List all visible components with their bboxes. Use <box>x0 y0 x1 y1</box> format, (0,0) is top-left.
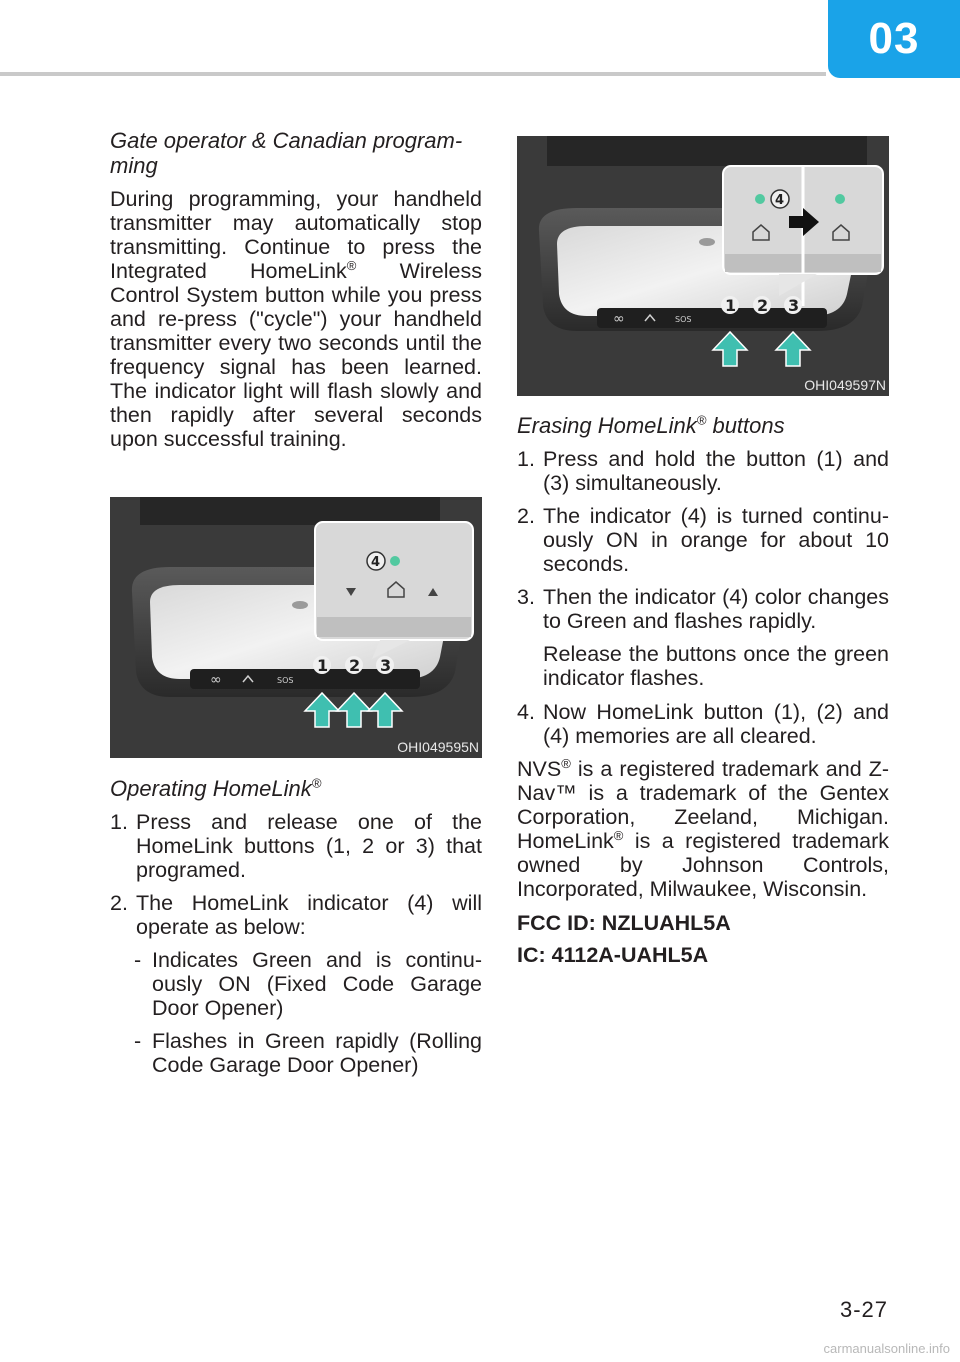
sub-list-item: - Flashes in Green rapidly (Rolling Code Garage Door Opener) <box>134 1029 482 1077</box>
header-rule <box>0 72 826 76</box>
label-4: 4 <box>371 555 381 570</box>
indicator-light-icon <box>390 556 400 566</box>
label-2: 2 <box>757 296 769 315</box>
sos-icon: SOS <box>277 676 294 685</box>
list-item: 2. The HomeLink indicator (4) will operate as below: <box>110 891 482 939</box>
chapter-tab: 03 <box>828 0 960 78</box>
step-note: Release the buttons once the green indicator flashes. <box>543 642 889 690</box>
sub-list-item: - Indicates Green and is continu-ously ON (Fixed Code Garage Door Opener) <box>134 948 482 1020</box>
label-2: 2 <box>349 656 361 675</box>
section-heading-operating: Operating HomeLink® <box>110 775 322 801</box>
list-item: 2. The indicator (4) is turned continu-ously ON in orange for about 10 seconds. <box>517 504 889 576</box>
sos-icon: SOS <box>675 315 692 324</box>
list-item: 3. Then the indicator (4) color changes to Green and flashes rapidly. <box>517 585 889 633</box>
trademark-paragraph: NVS® is a registered trademark and Z-Nav™ is a trademark of the Gentex Corporation, Zeeland, Michigan. HomeLink® is a registered trademark owned by Johnson Controls, Incorporated, Milwaukee, Wisconsin. <box>517 755 889 901</box>
gate-operator-paragraph: During programming, your handheld transmitter may automatically stop transmitting. Continue to press the Integrated HomeLink® Wireless Control System button while you press and re-press ("cycle") your handheld transmitter every two seconds until the frequency signal has been learned. The indicator light will flash slowly and then rapidly after several seconds upon successful training. <box>110 187 482 451</box>
page-number: 3-27 <box>839 1297 888 1322</box>
label-3: 3 <box>788 296 800 315</box>
mirror-illustration <box>110 497 482 758</box>
figure-code: OHI049595N <box>397 739 479 755</box>
list-item: 1. Press and release one of the HomeLink buttons (1, 2 or 3) that programed. <box>110 810 482 882</box>
right-column <box>517 413 889 975</box>
left-column-lower <box>110 776 482 1086</box>
mirror-figure-buttons <box>110 497 482 758</box>
label-1: 1 <box>317 656 329 675</box>
label-3: 3 <box>380 656 392 675</box>
infinity-icon: ∞ <box>613 311 625 327</box>
label-1: 1 <box>725 296 737 315</box>
label-4: 4 <box>775 193 785 208</box>
ic-number: IC: 4112A-UAHL5A <box>517 943 709 967</box>
list-item: 4. Now HomeLink button (1), (2) and (4) memories are all cleared. <box>517 700 889 748</box>
infinity-icon: ∞ <box>210 672 222 688</box>
figure-code: OHI049597N <box>804 377 886 393</box>
left-column <box>110 128 482 461</box>
section-heading-gate-operator: Gate operator & Canadian program-ming <box>110 128 463 178</box>
section-heading-erasing: Erasing HomeLink® buttons <box>517 412 785 438</box>
mirror-figure-indicator <box>517 136 889 396</box>
fcc-id: FCC ID: NZLUAHL5A <box>517 911 731 935</box>
mirror-illustration <box>517 136 889 396</box>
watermark: carmanualsonline.info <box>823 1341 950 1356</box>
indicator-light-icon <box>755 194 765 204</box>
list-item: 1. Press and hold the button (1) and (3) simultaneously. <box>517 447 889 495</box>
indicator-light-icon <box>835 194 845 204</box>
